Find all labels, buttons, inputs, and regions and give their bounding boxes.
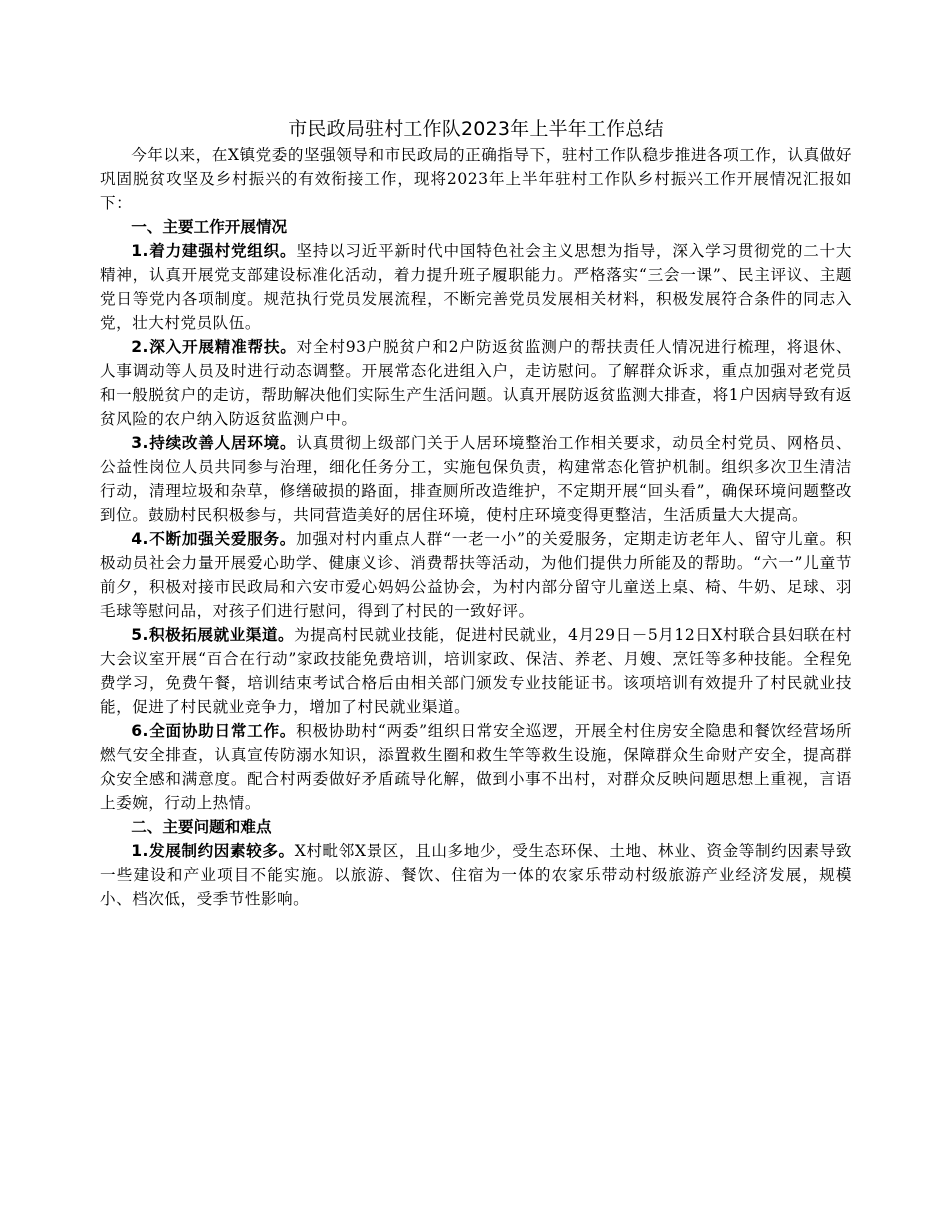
section-heading-problems: 二、主要问题和难点	[131, 818, 272, 836]
work-item-label: 5.积极拓展就业渠道。	[131, 626, 295, 644]
document-title: 市民政局驻村工作队2023年上半年工作总结	[288, 118, 664, 140]
problem-item-text: X村毗邻X景区，且山多地少，受生态环保、土地、林业、资金等制约因素导致一些建设和产业项目不能实施。以旅游、餐饮、住宿为一体的农家乐带动村级旅游产业经济发展，规模小、档次低，受季节性影响。	[100, 842, 852, 908]
work-item-label: 3.持续改善人居环境。	[131, 434, 297, 452]
work-item-text: 对全村93户脱贫户和2户防返贫监测户的帮扶责任人情况进行梳理，将退休、人事调动等人员及时进行动态调整。开展常态化进组入户，走访慰问。了解群众诉求，重点加强对老党员和一般脱贫户的走访，帮助解决他们实际生产生活问题。认真开展防返贫监测大排查，将1户因病导致有返贫风险的农户纳入防返贫监测户中。	[100, 338, 852, 428]
work-item-label: 6.全面协助日常工作。	[131, 722, 297, 740]
work-item-text: 为提高村民就业技能，促进村民就业，4月29日－5月12日X村联合县妇联在村大会议室开展“百合在行动”家政技能免费培训，培训家政、保洁、养老、月嫂、烹饪等多种技能。全程免费学习，免费午餐，培训结束考试合格后由相关部门颁发专业技能证书。该项培训有效提升了村民就业技能，促进了村民就业竞争力，增加了村民就业渠道。	[100, 626, 852, 716]
work-item-text: 认真贯彻上级部门关于人居环境整治工作相关要求，动员全村党员、网格员、公益性岗位人员共同参与治理，细化任务分工，实施包保负责，构建常态化管护机制。组织多次卫生清洁行动，清理垃圾和杂草，修缮破损的路面，排查厕所改造维护，不定期开展“回头看”，确保环境问题整改到位。鼓励村民积极参与，共同营造美好的居住环境，使村庄环境变得更整洁，生活质量大大提高。	[100, 434, 852, 524]
work-item-text: 积极协助村“两委”组织日常安全巡逻，开展全村住房安全隐患和餐饮经营场所燃气安全排查，认真宣传防溺水知识，添置救生圈和救生竿等救生设施，保障群众生命财产安全，提高群众安全感和满意度。配合村两委做好矛盾疏导化解，做到小事不出村，对群众反映问题思想上重视，言语上委婉，行动上热情。	[100, 722, 852, 812]
work-item-5	[100, 623, 852, 719]
section-heading-main-work: 一、主要工作开展情况	[131, 218, 288, 236]
work-item-6	[100, 719, 852, 815]
intro-paragraph: 今年以来，在X镇党委的坚强领导和市民政局的正确指导下，驻村工作队稳步推进各项工作，认真做好巩固脱贫攻坚及乡村振兴的有效衔接工作，现将2023年上半年驻村工作队乡村振兴工作开展情况汇报如下：	[100, 146, 852, 212]
work-item-3	[100, 431, 852, 527]
work-item-text: 加强对村内重点人群“一老一小”的关爱服务，定期走访老年人、留守儿童。积极动员社会力量开展爱心助学、健康义诊、消费帮扶等活动，为他们提供力所能及的帮助。“六一”儿童节前夕，积极对接市民政局和六安市爱心妈妈公益协会，为村内部分留守儿童送上桌、椅、牛奶、足球、羽毛球等慰问品，对孩子们进行慰问，得到了村民的一致好评。	[100, 530, 852, 620]
problem-item-1	[100, 839, 852, 911]
work-item-label: 4.不断加强关爱服务。	[131, 530, 297, 548]
work-item-text: 坚持以习近平新时代中国特色社会主义思想为指导，深入学习贯彻党的二十大精神，认真开展党支部建设标准化活动，着力提升班子履职能力。严格落实“三会一课”、民主评议、主题党日等党内各项制度。规范执行党员发展流程，不断完善党员发展相关材料，积极发展符合条件的同志入党，壮大村党员队伍。	[100, 242, 852, 332]
document-page	[100, 116, 852, 911]
work-item-1	[100, 239, 852, 335]
work-item-label: 1.着力建强村党组织。	[131, 242, 297, 260]
work-item-4	[100, 527, 852, 623]
work-item-label: 2.深入开展精准帮扶。	[131, 338, 297, 356]
problem-item-label: 1.发展制约因素较多。	[131, 842, 295, 860]
work-item-2	[100, 335, 852, 431]
